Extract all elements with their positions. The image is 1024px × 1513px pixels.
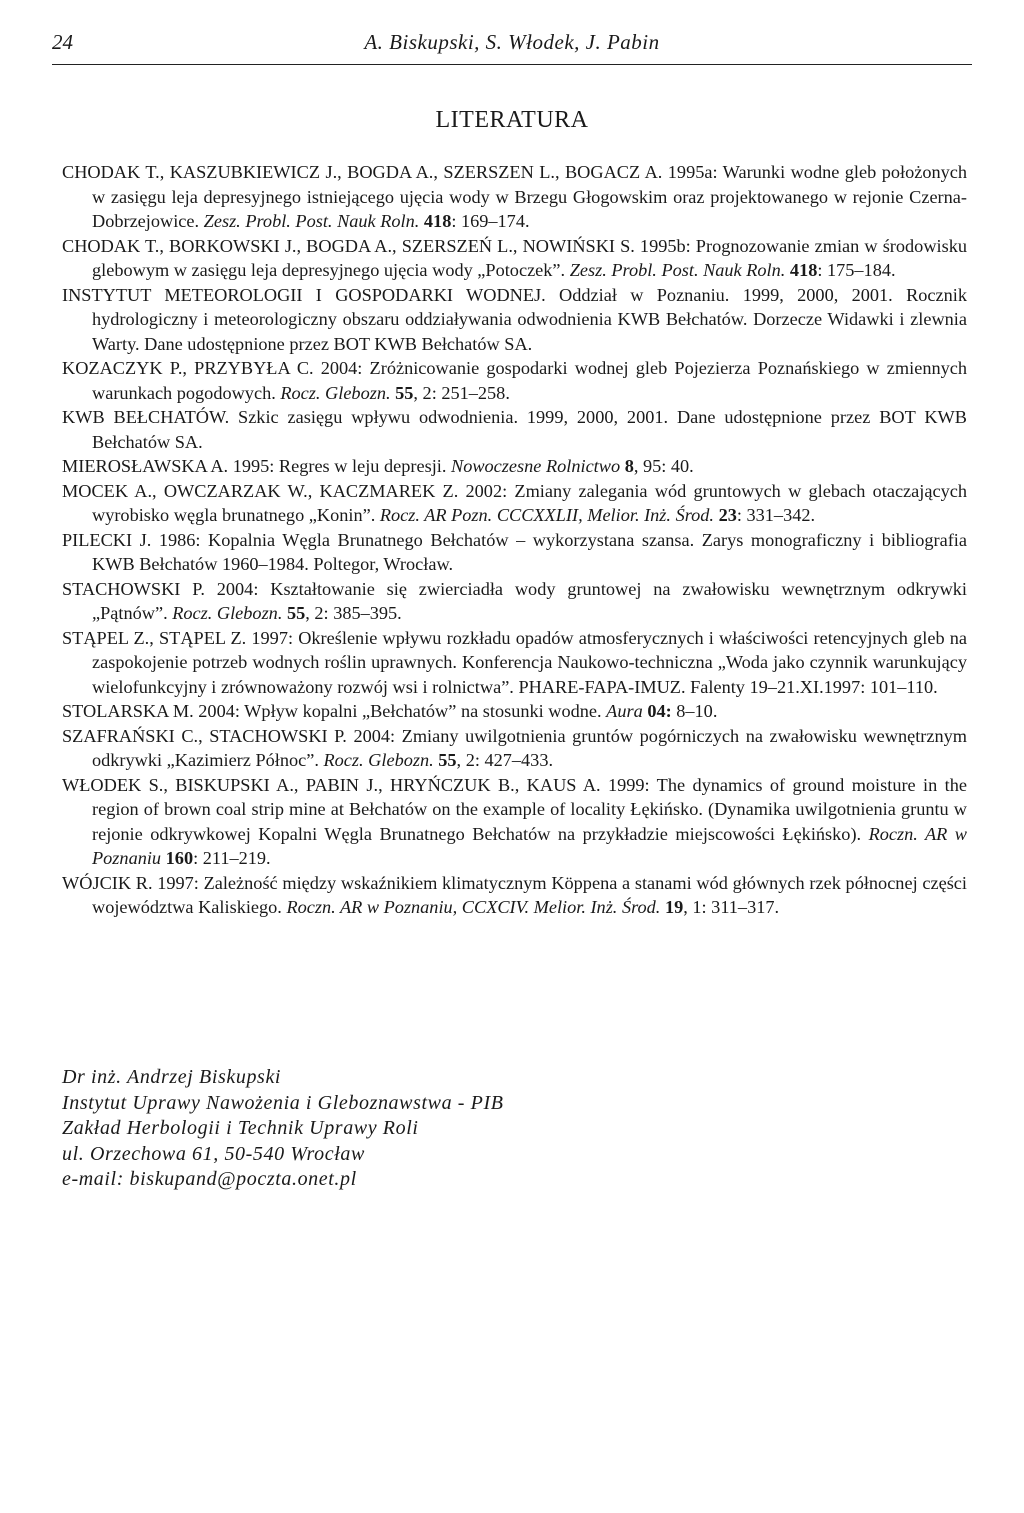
reference-volume: 160 [165, 848, 194, 868]
reference-entry [62, 160, 967, 234]
reference-journal: Rocz. Glebozn. [323, 750, 434, 770]
reference-text: WÓJCIK R. 1997: Zależność między wskaźnikiem klimatycznym Köppena a stanami wód głównych rzek północnej części województwa Kaliskiego. [62, 872, 967, 917]
reference-volume: 8 [624, 456, 634, 476]
reference-text: , 2: 385–395. [305, 603, 402, 623]
page-number: 24 [52, 30, 73, 54]
reference-text: , 2: 251–258. [413, 382, 510, 403]
reference-volume: 55 [286, 603, 306, 623]
reference-journal: Rocz. Glebozn. [280, 382, 391, 403]
reference-text: WŁODEK S., BISKUPSKI A., PABIN J., HRYŃCZUK B., KAUS A. 1999: The dynamics of ground moisture in the region of brown coal strip mine at Bełchatów on the example of locality Łękińsko. (Dynamika uwilgotnienia gruntu w rejonie odkrywkowej Kopalni Węgla Brunatnego Bełchatów na przykładzie miejscowości Łękińsko). [62, 774, 967, 844]
reference-journal: Rocz. Glebozn. [172, 603, 283, 623]
reference-text: , 2: 427–433. [456, 750, 554, 770]
reference-volume: 04: [647, 701, 672, 721]
reference-text: SZAFRAŃSKI C., STACHOWSKI P. 2004: Zmiany uwilgotnienia gruntów pogórniczych na zwałowisku wewnętrznym odkrywki „Kazimierz Północ”. [62, 725, 967, 770]
reference-text: , 95: 40. [633, 456, 694, 476]
reference-entry [62, 405, 967, 454]
reference-volume: 19 [664, 897, 684, 917]
reference-volume: 55 [395, 382, 414, 403]
reference-entry [62, 577, 967, 626]
reference-text: , 1: 311–317. [683, 897, 780, 917]
author-institute: Instytut Uprawy Nawożenia i Gleboznawstwa - PIB [62, 1091, 504, 1114]
reference-text: 8–10. [671, 701, 718, 721]
reference-entry [62, 871, 967, 920]
reference-journal: Zesz. Probl. Post. Nauk Roln. [569, 260, 786, 280]
reference-text: MIEROSŁAWSKA A. 1995: Regres w leju depresji. [62, 456, 452, 476]
reference-text: MOCEK A., OWCZARZAK W., KACZMAREK Z. 2002: Zmiany zalegania wód gruntowych w glebach otaczających wyrobisko węgla brunatnego „Konin”. [62, 480, 967, 525]
reference-entry [62, 699, 967, 724]
reference-entry [62, 773, 967, 871]
reference-text: STACHOWSKI P. 2004: Kształtowanie się zwierciadła wody gruntowej na zwałowisku wewnętrznym odkrywki „Pątnów”. [62, 578, 967, 623]
author-address [62, 1065, 504, 1193]
page-header [52, 30, 972, 65]
author-department: Zakład Herbologii i Technik Uprawy Roli [62, 1117, 419, 1139]
reference-entry [62, 356, 967, 405]
reference-text: : 211–219. [193, 848, 271, 868]
reference-entry [62, 626, 967, 700]
author-street: ul. Orzechowa 61, 50-540 Wrocław [62, 1142, 365, 1165]
reference-volume: 23 [718, 505, 737, 525]
reference-text: KWB BEŁCHATÓW. Szkic zasięgu wpływu odwodnienia. 1999, 2000, 2001. Dane udostępnione przez BOT KWB Bełchatów SA. [62, 407, 967, 452]
running-head: A. Biskupski, S. Włodek, J. Pabin [364, 30, 660, 54]
reference-entry [62, 479, 967, 528]
author-email: e-mail: biskupand@poczta.onet.pl [62, 1168, 357, 1190]
reference-list [62, 160, 967, 920]
reference-text: CHODAK T., KASZUBKIEWICZ J., BOGDA A., SZERSZEN L., BOGACZ A. 1995a: Warunki wodne gleb położonych w zasięgu leja depresyjnego istniejącego ujęcia wody w Brzegu Głogowskim oraz projektowanego w rejonie Czerna-Dobrzejowice. [62, 162, 967, 231]
reference-entry [62, 234, 967, 283]
reference-text: PILECKI J. 1986: Kopalnia Węgla Brunatnego Bełchatów – wykorzystana szansa. Zarys monograficzny i bibliografia KWB Bełchatów 1960–1984. Poltegor, Wrocław. [62, 529, 967, 574]
reference-entry [62, 454, 967, 479]
reference-text: : 331–342. [736, 505, 816, 525]
reference-text: STĄPEL Z., STĄPEL Z. 1997: Określenie wpływu rozkładu opadów atmosferycznych i właściwości retencyjnych gleb na zaspokojenie potrzeb wodnych roślin uprawnych. Konferencja Naukowo-techniczna „Woda jako czynnik warunkujący wielofunkcyjny i zrównoważony rozwój wsi i rolnictwa”. PHARE-FAPA-IMUZ. Falenty 19–21.XI.1997: 101–110. [62, 627, 967, 697]
reference-journal: Roczn. AR w Poznaniu [92, 823, 968, 868]
author-name: Dr inż. Andrzej Biskupski [62, 1066, 282, 1088]
section-title: LITERATURA [435, 107, 589, 133]
reference-volume: 55 [438, 750, 457, 770]
reference-journal: Aura [606, 701, 643, 721]
reference-journal: Roczn. AR w Poznaniu, CCXCIV. Melior. Inż. Środ. [286, 897, 661, 917]
reference-text: KOZACZYK P., PRZYBYŁA C. 2004: Zróżnicowanie gospodarki wodnej gleb Pojezierza Poznańskiego w zmiennych warunkach pogodowych. [62, 358, 967, 403]
reference-journal: Rocz. AR Pozn. CCCXXLII, Melior. Inż. Środ. [379, 505, 714, 525]
reference-volume: 418 [789, 260, 818, 280]
reference-journal: Zesz. Probl. Post. Nauk Roln. [203, 211, 420, 231]
reference-entry [62, 283, 967, 357]
reference-entry [62, 724, 967, 773]
reference-text: INSTYTUT METEOROLOGII I GOSPODARKI WODNEJ. Oddział w Poznaniu. 1999, 2000, 2001. Rocznik hydrologiczny i meteorologiczny obszaru oddziaływania odwodnienia KWB Bełchatów. Dorzecze Widawki i zlewnia Warty. Dane udostępnione przez BOT KWB Bełchatów SA. [62, 284, 967, 354]
reference-text: : 175–184. [817, 260, 896, 280]
reference-text: : 169–174. [451, 211, 530, 231]
reference-journal: Nowoczesne Rolnictwo [451, 456, 621, 476]
reference-text: CHODAK T., BORKOWSKI J., BOGDA A., SZERSZEŃ L., NOWIŃSKI S. 1995b: Prognozowanie zmian w środowisku glebowym w zasięgu leja depresyjnego ujęcia wody „Potoczek”. [62, 235, 967, 280]
reference-text: STOLARSKA M. 2004: Wpływ kopalni „Bełchatów” na stosunki wodne. [62, 701, 607, 721]
reference-entry [62, 528, 967, 577]
reference-volume: 418 [423, 211, 452, 231]
